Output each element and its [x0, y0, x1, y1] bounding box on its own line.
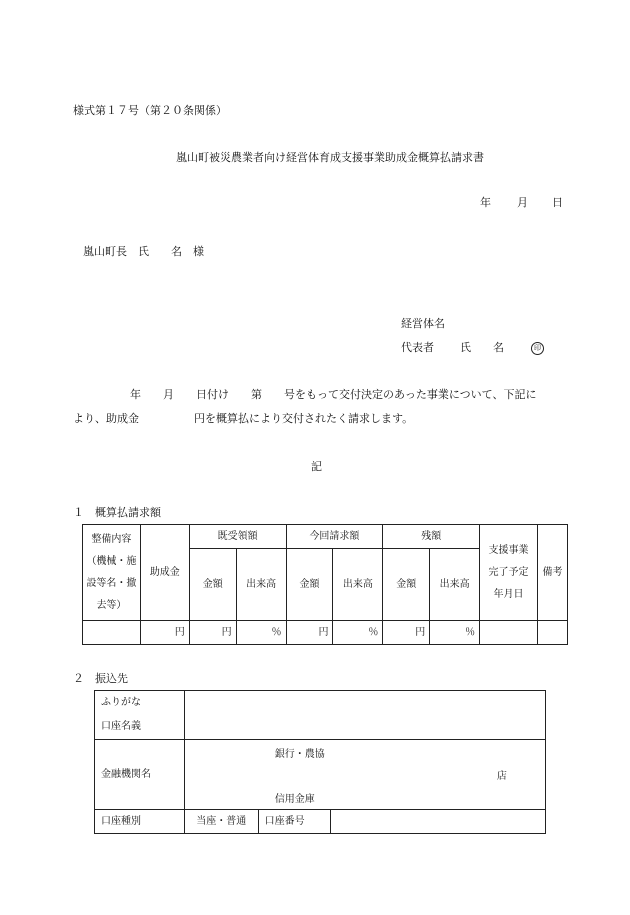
representative-label: 代表者 [401, 341, 434, 354]
bank-transfer-table [94, 690, 546, 834]
form-number: 様式第１７号（第２０条関係） [73, 104, 227, 117]
page-title: 嵐山町被災農業者向け経営体育成支援事業助成金概算払請求書 [176, 151, 484, 164]
request-paragraph-line1: 年 月 日付け 第 号をもって交付決定のあった事業について、下記に [130, 388, 537, 401]
ki-heading: 記 [311, 460, 322, 473]
date-month-label: 月 [517, 196, 528, 209]
entity-name-label: 経営体名 [401, 317, 445, 330]
cell-received-amount[interactable]: 円 [189, 621, 236, 645]
col-subsidy-header: 助成金 [140, 525, 189, 621]
account-number-input[interactable] [330, 810, 545, 834]
col-current-header: 今回請求額 [286, 525, 383, 549]
addressee: 嵐山町長 氏 名 様 [83, 245, 204, 258]
cell-balance-amount[interactable]: 円 [383, 621, 430, 645]
current-amount-header: 金額 [286, 549, 333, 621]
cell-balance-progress[interactable]: ％ [430, 621, 480, 645]
section2-title: ２ 振込先 [73, 672, 128, 685]
balance-progress-header: 出来高 [430, 549, 480, 621]
col-notes-header: 備考 [537, 525, 567, 621]
col-completion-header: 支援事業 完了予定 年月日 [480, 525, 538, 621]
account-kind-choice[interactable]: 当座・普通 [184, 810, 258, 834]
cell-item[interactable] [83, 621, 141, 645]
date-day-label: 日 [552, 196, 563, 209]
current-progress-header: 出来高 [333, 549, 383, 621]
institution-label: 金融機関名 [95, 740, 185, 810]
col-received-header: 既受領額 [189, 525, 286, 549]
date-year-label: 年 [480, 196, 491, 209]
request-paragraph-line2: より、助成金 円を概算払により交付されたく請求します。 [73, 412, 414, 425]
institution-input[interactable]: 銀行・農協 店 信用金庫 [184, 740, 545, 810]
cell-current-amount[interactable]: 円 [286, 621, 333, 645]
account-name-input[interactable] [184, 691, 545, 740]
cell-current-progress[interactable]: ％ [333, 621, 383, 645]
name-label: 氏 名 [460, 341, 504, 354]
account-number-label: 口座番号 [258, 810, 330, 834]
account-type-label: 口座種別 [95, 810, 185, 834]
cell-subsidy[interactable]: 円 [140, 621, 189, 645]
received-amount-header: 金額 [189, 549, 236, 621]
cell-completion-date[interactable] [480, 621, 538, 645]
section1-title: １ 概算払請求額 [73, 506, 161, 519]
account-name-label-cell: ふりがな 口座名義 [95, 691, 185, 740]
cell-received-progress[interactable]: ％ [236, 621, 286, 645]
seal-mark: 印 [531, 341, 544, 355]
request-amount-table [82, 524, 568, 645]
col-item-header: 整備内容 （機械・施 設等名・撤 去等） [83, 525, 141, 621]
col-balance-header: 残額 [383, 525, 480, 549]
received-progress-header: 出来高 [236, 549, 286, 621]
cell-notes[interactable] [537, 621, 567, 645]
balance-amount-header: 金額 [383, 549, 430, 621]
